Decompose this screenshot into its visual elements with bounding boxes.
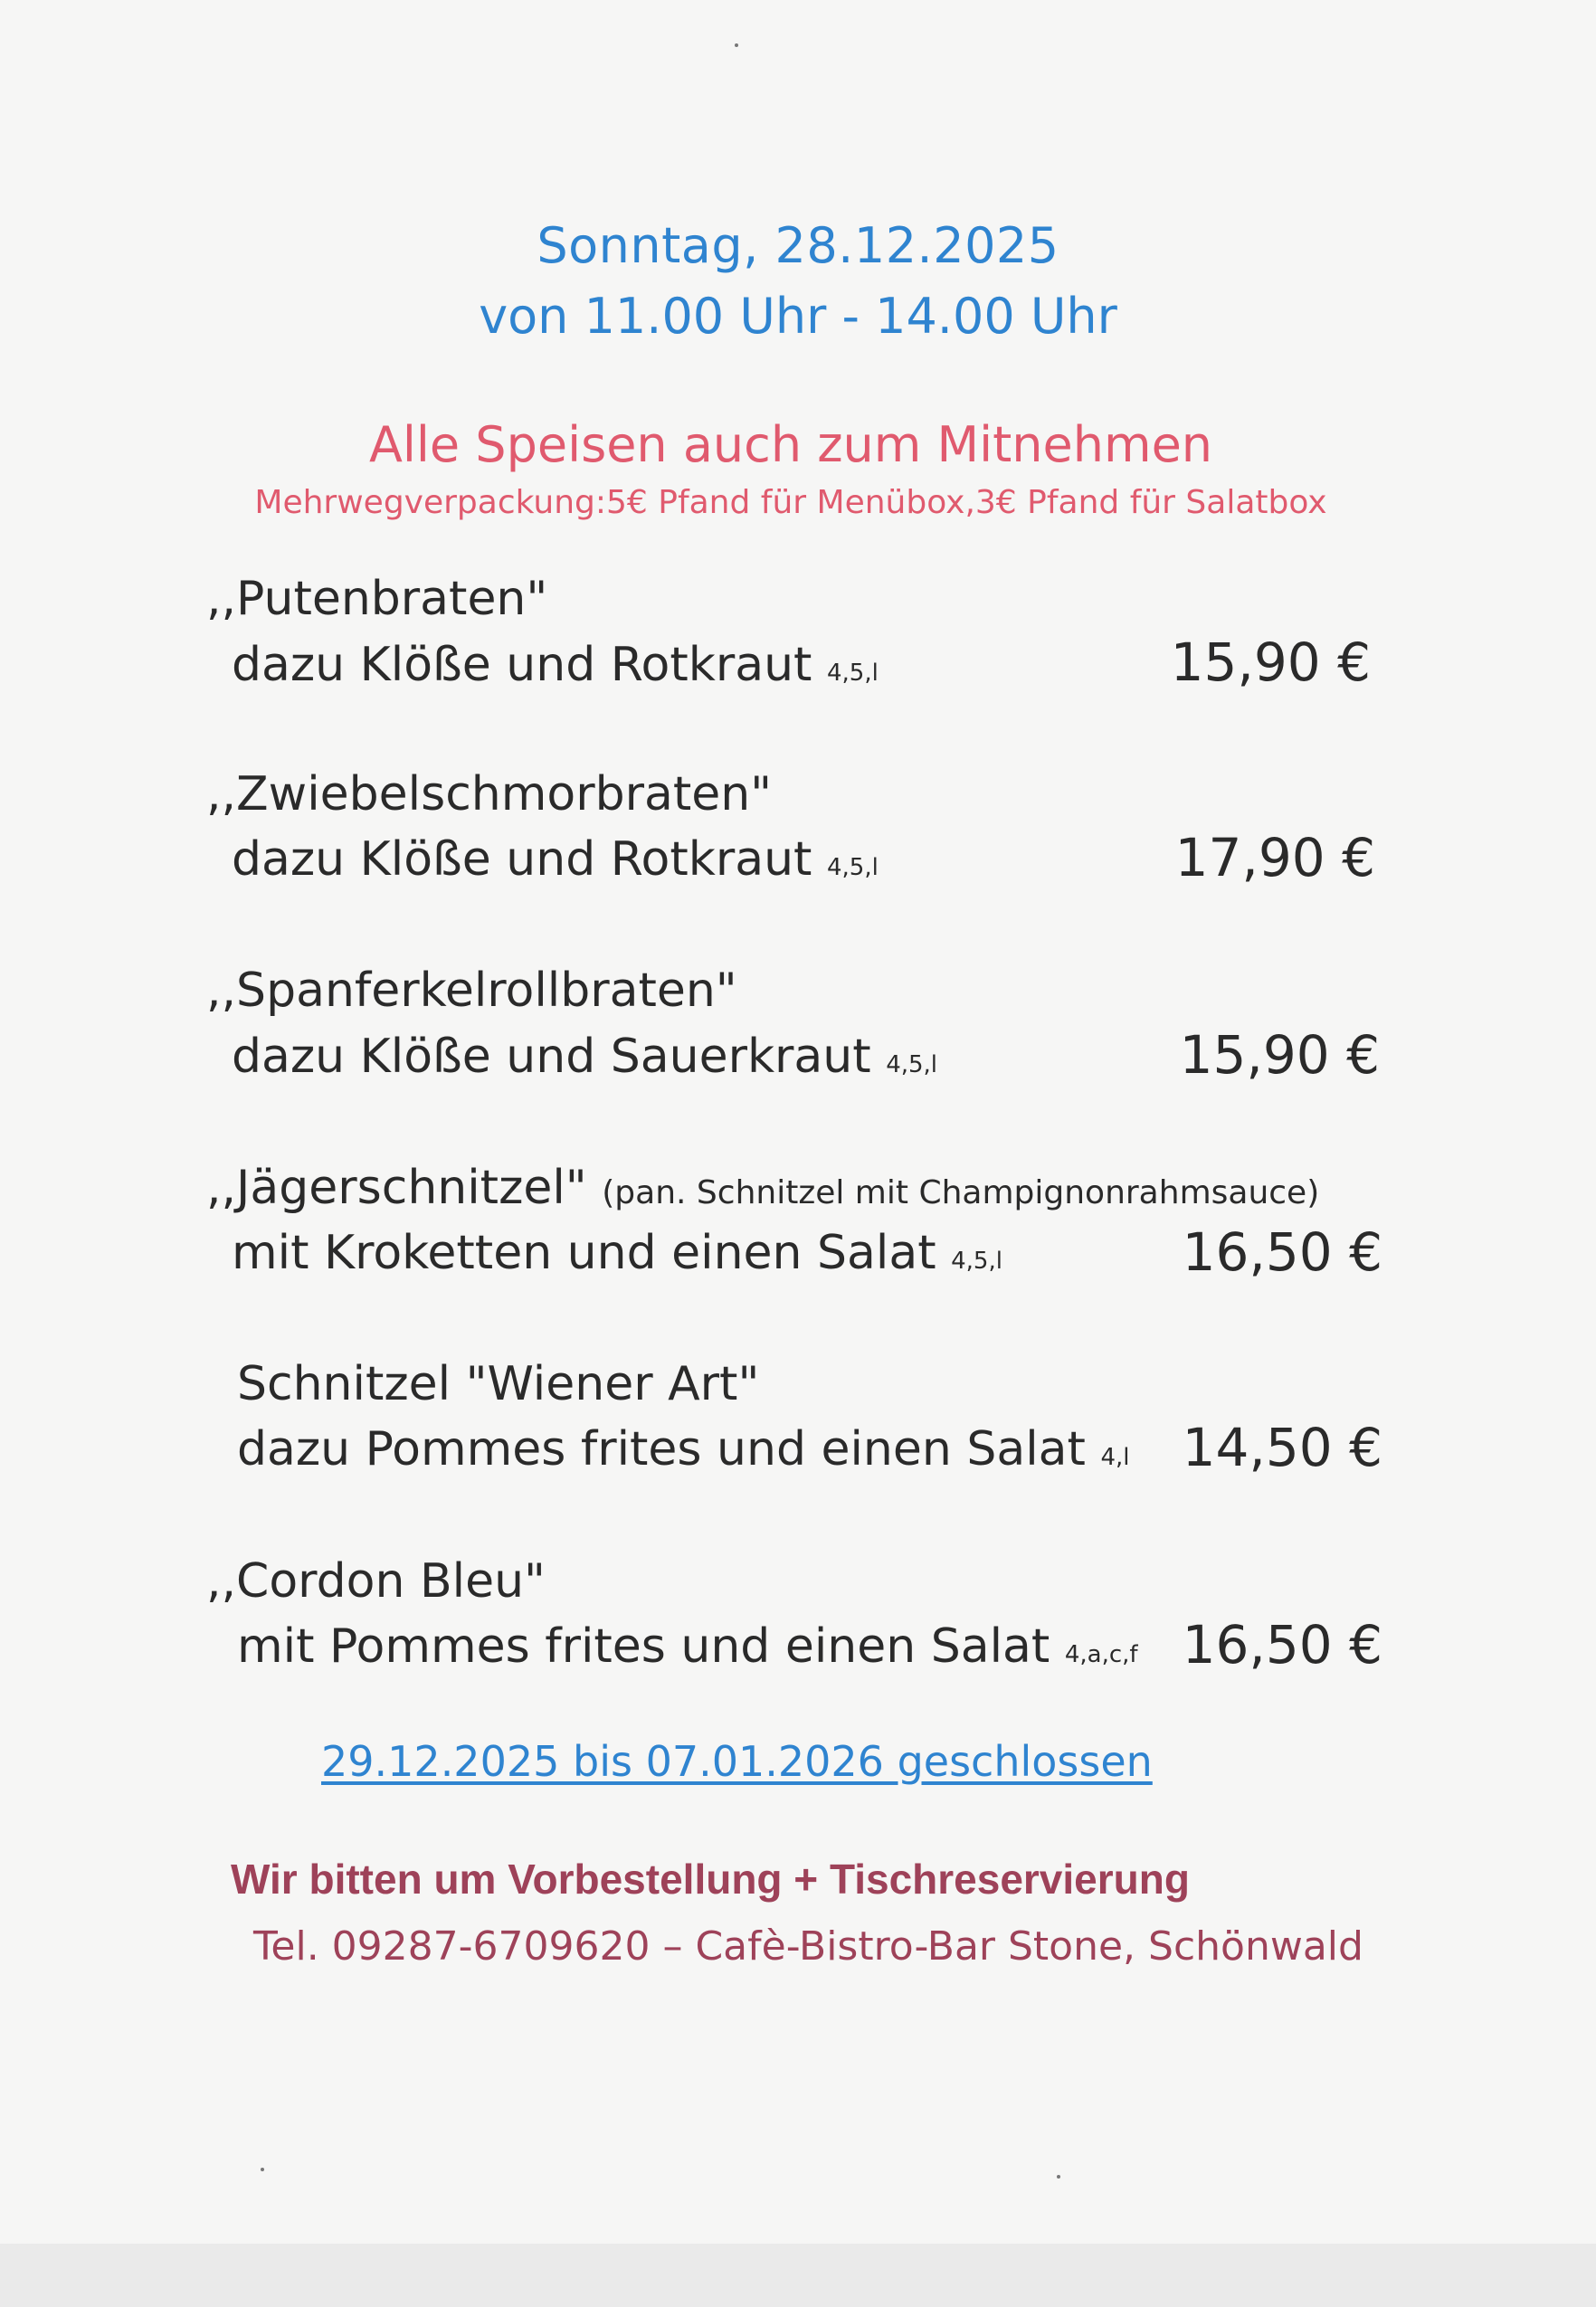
allergen-codes: 4,a,c,f <box>1064 1641 1138 1668</box>
dish-description-text: dazu Klöße und Sauerkraut <box>232 1030 871 1084</box>
reservation-request: Wir bitten um Vorbestellung + Tischreservierung <box>231 1856 1190 1903</box>
dish-description <box>232 832 879 887</box>
scan-margin <box>0 2244 1596 2307</box>
dish-price: 14,50 € <box>1182 1417 1382 1478</box>
dish-description <box>237 1619 1138 1674</box>
contact-line: Tel. 09287-6709620 – Cafè-Bistro-Bar Stone, Schönwald <box>253 1923 1363 1970</box>
dish-description-text: dazu Klöße und Rotkraut <box>232 638 812 692</box>
dish-description-text: mit Kroketten und einen Salat <box>232 1226 936 1280</box>
dish-name: ,,Putenbraten" <box>206 572 548 626</box>
dish-name-text: ,,Jägerschnitzel" <box>206 1161 587 1215</box>
dish-description <box>232 1226 1002 1280</box>
dish-description <box>232 1030 937 1084</box>
paper-speck <box>735 43 738 47</box>
dish-price: 16,50 € <box>1182 1614 1382 1676</box>
paper-speck <box>1057 2175 1060 2179</box>
allergen-codes: 4,5,l <box>826 660 879 687</box>
allergen-codes: 4,5,l <box>886 1051 938 1078</box>
dish-name: Schnitzel "Wiener Art" <box>237 1357 760 1411</box>
dish-price: 17,90 € <box>1174 827 1375 888</box>
dish-description-text: dazu Pommes frites und einen Salat <box>237 1422 1086 1476</box>
dish-note: (pan. Schnitzel mit Champignonrahmsauce) <box>602 1174 1320 1211</box>
allergen-codes: 4,l <box>1100 1444 1130 1471</box>
dish-price: 16,50 € <box>1182 1221 1382 1283</box>
dish-name: ,,Zwiebelschmorbraten" <box>206 767 773 821</box>
dish-description <box>237 1422 1130 1476</box>
dish-description-text: mit Pommes frites und einen Salat <box>237 1619 1050 1674</box>
paper-speck <box>261 2168 264 2171</box>
dish-name: ,,Spanferkelrollbraten" <box>206 964 737 1018</box>
dish-price: 15,90 € <box>1179 1024 1380 1086</box>
closed-notice: 29.12.2025 bis 07.01.2026 geschlossen <box>321 1737 1153 1786</box>
dish-name: ,,Cordon Bleu" <box>206 1554 546 1609</box>
dish-price: 15,90 € <box>1170 631 1371 693</box>
allergen-codes: 4,5,l <box>826 854 879 881</box>
time-heading: von 11.00 Uhr - 14.00 Uhr <box>479 288 1117 345</box>
dish-description <box>232 638 879 692</box>
date-heading: Sonntag, 28.12.2025 <box>537 217 1059 274</box>
allergen-codes: 4,5,l <box>951 1248 1002 1275</box>
dish-description-text: dazu Klöße und Rotkraut <box>232 832 812 887</box>
takeaway-title: Alle Speisen auch zum Mitnehmen <box>368 416 1213 473</box>
packaging-info: Mehrwegverpackung:5€ Pfand für Menübox,3€ Pfand für Salatbox <box>254 484 1327 521</box>
dish-name <box>206 1161 1319 1215</box>
